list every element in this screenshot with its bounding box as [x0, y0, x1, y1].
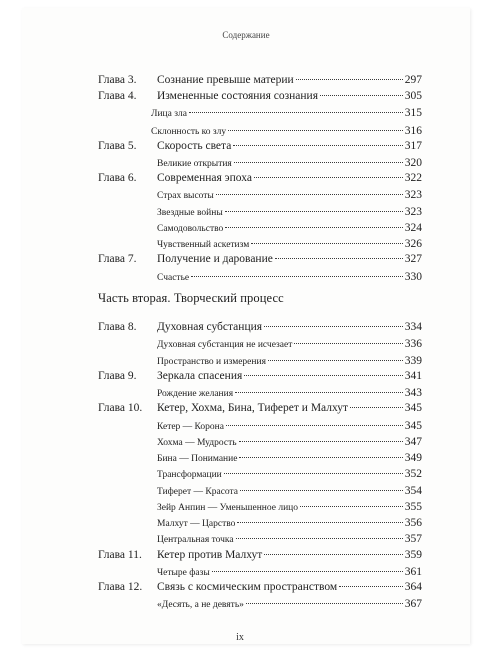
toc-entry-chapter — [98, 548, 422, 562]
entry-title: Духовная субстанция не исчезает — [157, 340, 293, 350]
dot-leader — [225, 211, 403, 212]
toc-entry-chapter — [98, 320, 422, 334]
entry-title: Счастье — [157, 273, 190, 283]
chapter-number: Глава 12. — [98, 581, 143, 593]
page-number: 367 — [404, 598, 422, 610]
dot-leader — [246, 603, 403, 604]
entry-title: Бина — Понимание — [157, 454, 238, 464]
dot-leader — [191, 276, 403, 277]
toc-entry-section — [98, 451, 422, 466]
entry-title: Трансформации — [157, 470, 222, 480]
toc-entry-section — [98, 221, 422, 236]
dot-leader — [239, 441, 403, 442]
page-number: 297 — [404, 74, 422, 86]
page-number: 316 — [404, 125, 422, 137]
page-number: 345 — [404, 402, 422, 414]
chapter-number: Глава 7. — [98, 253, 137, 265]
entry-title: Хохма — Мудрость — [157, 438, 237, 448]
dot-leader — [294, 343, 402, 344]
chapter-number: Глава 8. — [98, 321, 137, 333]
page-number: 320 — [404, 157, 422, 169]
dot-leader — [228, 130, 403, 131]
page-number: 361 — [404, 566, 422, 578]
page-number: 330 — [404, 271, 422, 283]
entry-title: Чувственный аскетизм — [157, 240, 250, 250]
page-number: 352 — [404, 468, 422, 480]
toc-entry-section — [98, 516, 422, 531]
dot-leader — [339, 586, 403, 587]
entry-title: Лица зла — [151, 109, 187, 119]
book-page — [22, 8, 470, 644]
chapter-number: Глава 3. — [98, 74, 137, 86]
page-number: 323 — [404, 189, 422, 201]
dot-leader — [300, 506, 403, 507]
page-number: 345 — [404, 420, 422, 432]
dot-leader — [240, 490, 403, 491]
entry-title: Кетер — Корона — [157, 422, 224, 432]
entry-title: Рождение желания — [157, 389, 234, 399]
chapter-number: Глава 11. — [98, 549, 142, 561]
page-number: 317 — [404, 140, 422, 152]
chapter-number: Глава 6. — [98, 172, 137, 184]
toc-entry-chapter — [98, 401, 422, 415]
page-number: 323 — [404, 206, 422, 218]
page-number: 341 — [404, 370, 422, 382]
dot-leader — [239, 457, 402, 458]
entry-title: Великие открытия — [157, 159, 232, 169]
toc-entry-section — [98, 270, 422, 285]
entry-title: Четыре фазы — [157, 568, 210, 578]
entry-title: Духовная субстанция — [157, 321, 263, 333]
page-folio: ix — [236, 632, 244, 643]
entry-title: «Десять, а не девять» — [157, 600, 244, 610]
entry-title: Звездные войны — [157, 208, 223, 218]
page-number: 305 — [404, 90, 422, 102]
entry-title: Центральная точка — [157, 535, 234, 545]
dot-leader — [350, 407, 403, 408]
toc-entry-chapter — [98, 369, 422, 383]
toc-entry-section — [98, 500, 422, 515]
entry-title: Пространство и измерения — [157, 357, 266, 367]
entry-title: Скорость света — [157, 140, 232, 152]
toc-entry-section — [98, 565, 422, 580]
toc-entry-chapter — [98, 139, 422, 153]
dot-leader — [264, 554, 402, 555]
dot-leader — [264, 326, 403, 327]
page-number: 339 — [404, 355, 422, 367]
page-number: 359 — [404, 549, 422, 561]
toc-entry-chapter — [98, 73, 422, 87]
toc-entry-section — [98, 205, 422, 220]
toc-entry-section — [98, 419, 422, 434]
page-number: 357 — [404, 533, 422, 545]
entry-title: Получение и дарование — [157, 253, 273, 265]
dot-leader — [226, 425, 403, 426]
chapter-number: Глава 9. — [98, 370, 137, 382]
entry-title: Зеркала спасения — [157, 370, 243, 382]
page-number: 336 — [404, 338, 422, 350]
chapter-number: Глава 10. — [98, 402, 143, 414]
dot-leader — [234, 162, 403, 163]
entry-title: Кетер, Хохма, Бина, Тиферет и Малхут — [157, 402, 349, 414]
dot-leader — [320, 95, 403, 96]
dot-leader — [236, 538, 403, 539]
toc-entry-chapter — [98, 89, 422, 103]
dot-leader — [275, 258, 403, 259]
page-number: 327 — [404, 253, 422, 265]
entry-title: Тиферет — Красота — [157, 487, 239, 497]
page-number: 364 — [404, 581, 422, 593]
toc-entry-section — [98, 188, 422, 203]
toc-entry-section — [98, 484, 422, 499]
entry-title: Связь с космическим пространством — [157, 581, 338, 593]
page-number: 324 — [404, 222, 422, 234]
dot-leader — [268, 360, 403, 361]
toc-entry-section — [98, 337, 422, 352]
page-number: 315 — [404, 107, 422, 119]
dot-leader — [189, 112, 403, 113]
dot-leader — [244, 375, 402, 376]
dot-leader — [296, 79, 403, 80]
entry-title: Сознание превыше материи — [157, 74, 294, 86]
toc-entry-section — [98, 354, 422, 369]
entry-title: Страх высоты — [157, 191, 214, 201]
toc-entry-section — [98, 237, 422, 252]
entry-title: Самодовольство — [157, 224, 224, 234]
toc-entry-section — [98, 124, 422, 139]
dot-leader — [235, 392, 403, 393]
running-head: Содержание — [222, 30, 270, 40]
page-number: 349 — [404, 452, 422, 464]
toc-entry-section — [98, 532, 422, 547]
page-number: 334 — [404, 321, 422, 333]
toc-entry-chapter — [98, 252, 422, 266]
dot-leader — [225, 227, 402, 228]
page-number: 354 — [404, 485, 422, 497]
dot-leader — [237, 522, 402, 523]
toc-entry-section — [98, 106, 422, 121]
page-number: 343 — [404, 387, 422, 399]
toc-entry-section — [98, 386, 422, 401]
dot-leader — [254, 177, 403, 178]
entry-title: Измененные состояния сознания — [157, 90, 319, 102]
page-number: 326 — [404, 238, 422, 250]
toc-entry-chapter — [98, 580, 422, 594]
toc-entry-chapter — [98, 171, 422, 185]
entry-title: Склонность ко злу — [151, 127, 227, 137]
chapter-number: Глава 4. — [98, 90, 137, 102]
dot-leader — [233, 145, 402, 146]
chapter-number: Глава 5. — [98, 140, 137, 152]
page-number: 347 — [404, 436, 422, 448]
page-number: 356 — [404, 517, 422, 529]
entry-title: Малхут — Царство — [157, 519, 236, 529]
entry-title: Современная эпоха — [157, 172, 252, 184]
page-number: 322 — [404, 172, 422, 184]
entry-title: Зейр Анпин — Уменьшенное лицо — [157, 503, 298, 513]
dot-leader — [251, 243, 402, 244]
toc-entry-section — [98, 467, 422, 482]
toc-entry-section — [98, 435, 422, 450]
part-heading: Часть вторая. Творческий процесс — [98, 291, 284, 305]
toc-entry-section — [98, 156, 422, 171]
dot-leader — [212, 571, 403, 572]
dot-leader — [216, 194, 403, 195]
dot-leader — [224, 473, 403, 474]
toc-entry-section — [98, 597, 422, 612]
entry-title: Кетер против Малхут — [157, 549, 263, 561]
page-number: 355 — [404, 501, 422, 513]
